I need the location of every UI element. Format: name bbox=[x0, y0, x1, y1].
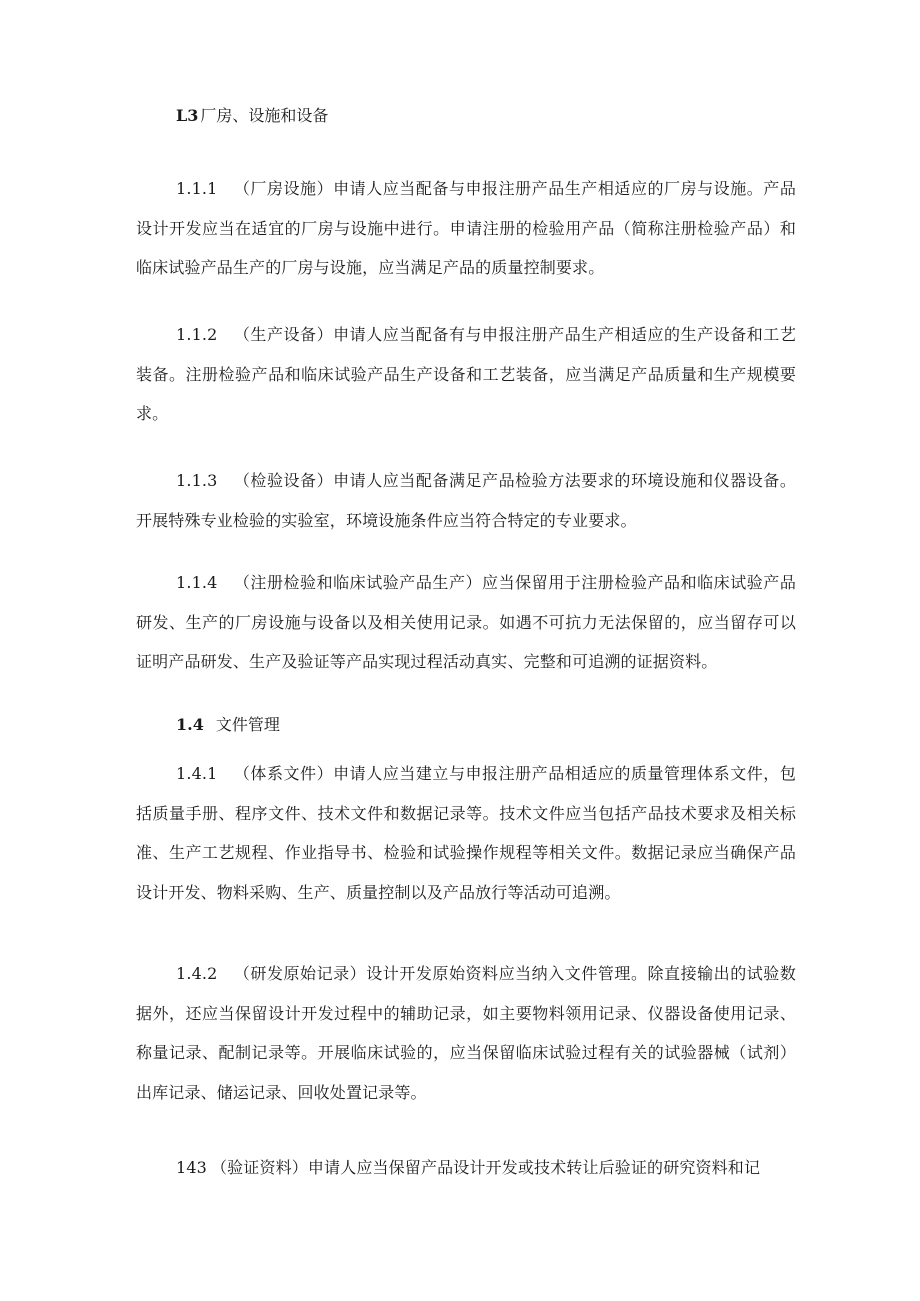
clause-number: 143 bbox=[176, 1158, 207, 1177]
clause-number: 1.4.1 bbox=[176, 764, 218, 783]
clause-number: 1.1.4 bbox=[176, 573, 218, 592]
section-number: 1.4 bbox=[176, 715, 204, 734]
clause-text: （生产设备）申请人应当配备有与申报注册产品生产相适应的生产设备和工艺装备。注册检验产品和临床试验产品生产设备和工艺装备，应当满足产品质量和生产规模要求。 bbox=[136, 325, 796, 423]
paragraph-1-4-1 bbox=[136, 754, 796, 912]
clause-number: 1.1.1 bbox=[176, 179, 218, 198]
clause-text: （检验设备）申请人应当配备满足产品检验方法要求的环境设施和仪器设备。开展特殊专业检验的实验室，环境设施条件应当符合特定的专业要求。 bbox=[136, 471, 796, 530]
clause-text: （厂房设施）申请人应当配备与申报注册产品生产相适应的厂房与设施。产品设计开发应当在适宜的厂房与设施中进行。申请注册的检验用产品（简称注册检验产品）和临床试验产品生产的厂房与设施，应当满足产品的质量控制要求。 bbox=[136, 179, 796, 277]
paragraph-1-1-1 bbox=[136, 169, 796, 288]
clause-text: （体系文件）申请人应当建立与申报注册产品相适应的质量管理体系文件，包括质量手册、程序文件、技术文件和数据记录等。技术文件应当包括产品技术要求及相关标准、生产工艺规程、作业指导书、检验和试验操作规程等相关文件。数据记录应当确保产品设计开发、物料采购、生产、质量控制以及产品放行等活动可追溯。 bbox=[136, 764, 796, 902]
paragraph-1-4-3 bbox=[136, 1148, 796, 1188]
paragraph-1-1-2 bbox=[136, 315, 796, 434]
paragraph-1-4-2 bbox=[136, 954, 796, 1112]
section-title: 厂房、设施和设备 bbox=[200, 106, 329, 125]
clause-text: （研发原始记录）设计开发原始资料应当纳入文件管理。除直接输出的试验数据外，还应当保留设计开发过程中的辅助记录，如主要物料领用记录、仪器设备使用记录、称量记录、配制记录等。开展临床试验的，应当保留临床试验过程有关的试验器械（试剂）出库记录、储运记录、回收处置记录等。 bbox=[136, 964, 796, 1102]
clause-number: 1.4.2 bbox=[176, 964, 218, 983]
section-heading-1-4 bbox=[176, 713, 280, 737]
section-title: 文件管理 bbox=[215, 715, 280, 734]
section-heading-1-3 bbox=[176, 104, 328, 128]
clause-number: 1.1.3 bbox=[176, 471, 218, 490]
paragraph-1-1-4 bbox=[136, 563, 796, 682]
section-number: L3 bbox=[176, 106, 199, 125]
clause-text: （注册检验和临床试验产品生产）应当保留用于注册检验产品和临床试验产品研发、生产的厂房设施与设备以及相关使用记录。如遇不可抗力无法保留的，应当留存可以证明产品研发、生产及验证等产品实现过程活动真实、完整和可追溯的证据资料。 bbox=[136, 573, 796, 671]
clause-number: 1.1.2 bbox=[176, 325, 218, 344]
paragraph-1-1-3 bbox=[136, 461, 796, 540]
clause-text: （验证资料）申请人应当保留产品设计开发或技术转让后验证的研究资料和记 bbox=[211, 1158, 761, 1177]
